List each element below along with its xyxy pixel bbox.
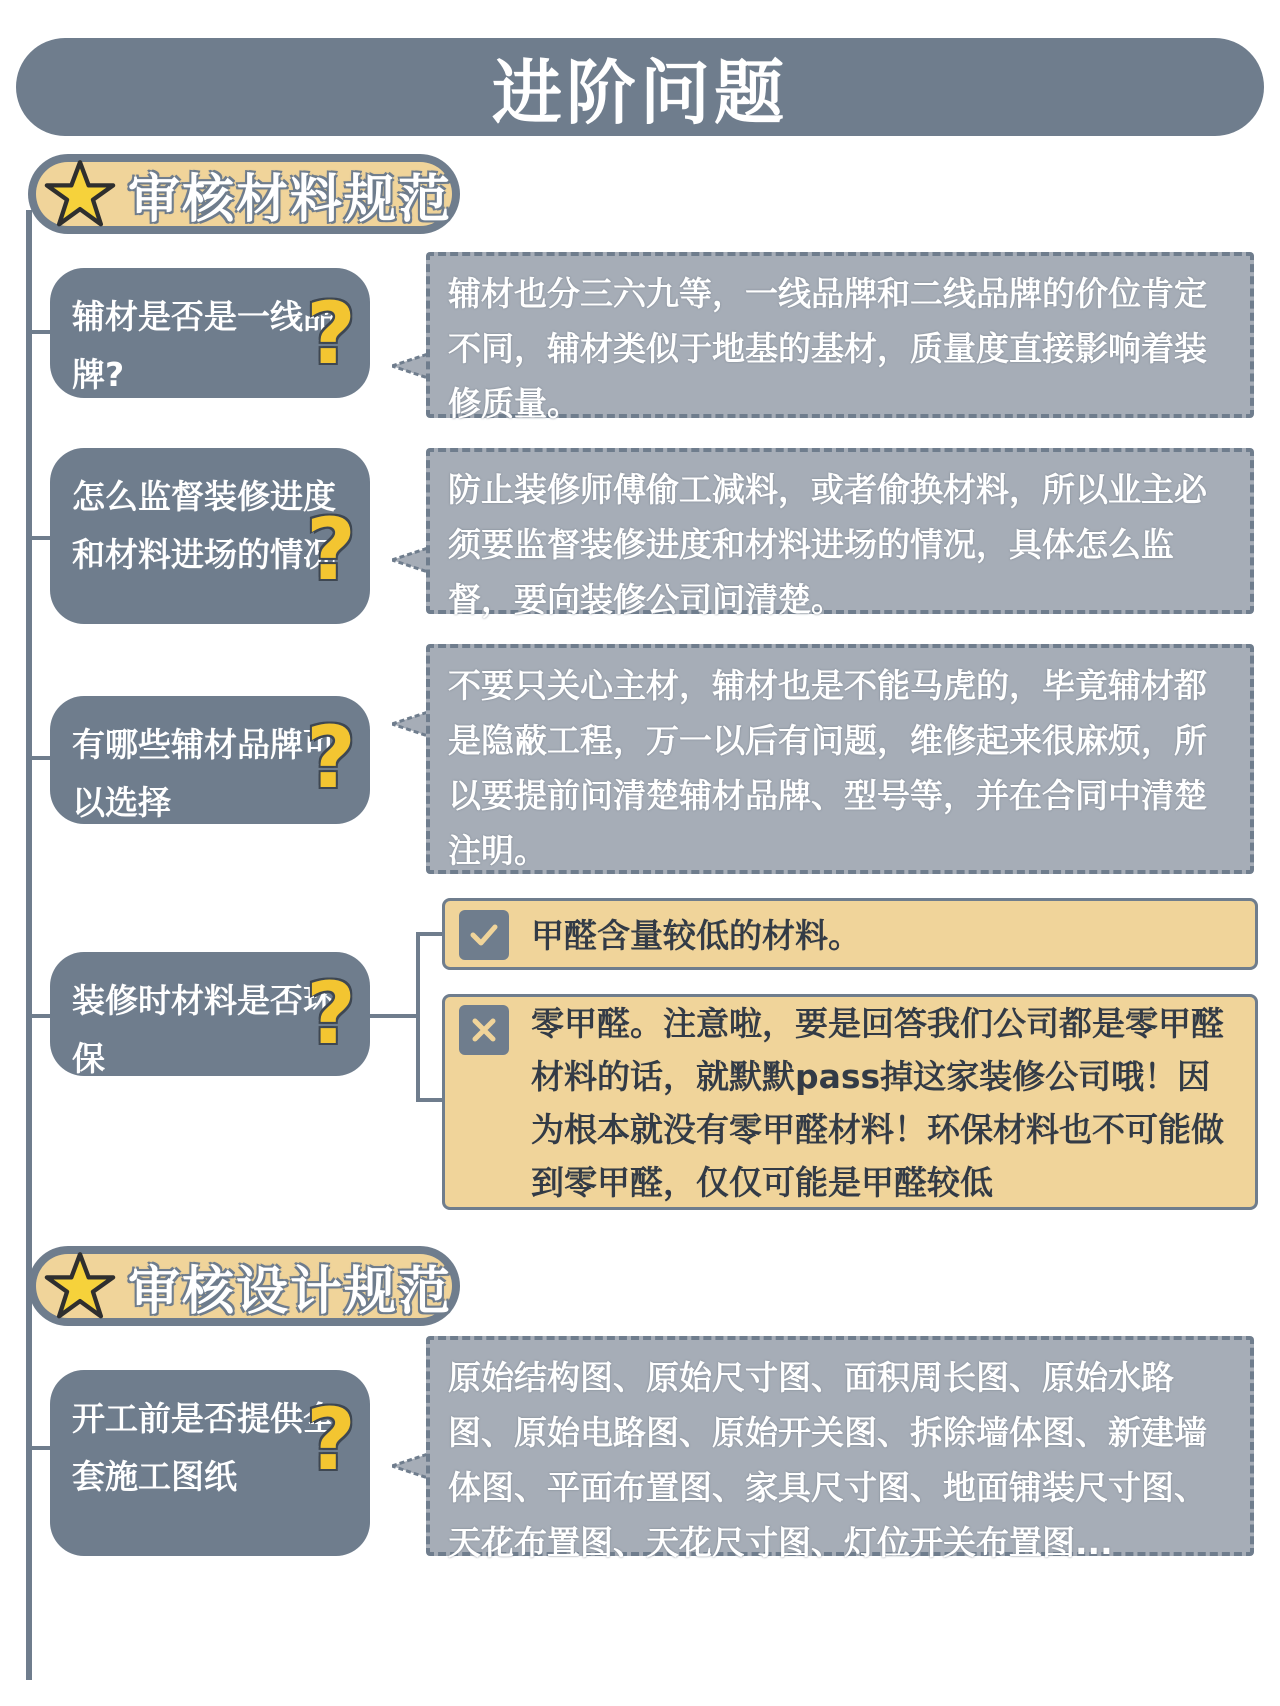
pointer-arrow-icon	[392, 352, 428, 380]
title-bar	[16, 38, 1264, 136]
answer-box-drawings	[426, 1336, 1254, 1562]
branch-line	[28, 1014, 52, 1018]
question-text: 怎么监督装修进度和材料进场的情况	[72, 477, 336, 574]
question-text: 装修时材料是否环保	[72, 981, 336, 1078]
section-header-materials	[28, 154, 460, 234]
star-icon	[44, 1250, 116, 1322]
branch-line	[28, 330, 52, 334]
answer-text: 防止装修师傅偷工减料，或者偷换材料，所以业主必须要监督装修进度和材料进场的情况，具体怎么监督，要向装修公司问清楚。	[448, 470, 1207, 619]
pointer-arrow-icon	[392, 1452, 428, 1480]
star-icon	[44, 158, 116, 230]
pointer-arrow-icon	[392, 546, 428, 574]
section-label: 审核设计规范	[128, 1261, 453, 1322]
check-icon	[459, 910, 509, 960]
question-mark-icon: ?	[306, 964, 356, 1064]
pointer-arrow-icon	[392, 710, 428, 738]
answer-box-supervise	[426, 448, 1254, 619]
question-mark-icon: ?	[306, 708, 356, 808]
answer-text: 不要只关心主材，辅材也是不能马虎的，毕竟辅材都是隐蔽工程，万一以后有问题，维修起来很麻烦，所以要提前问清楚辅材品牌、型号等，并在合同中清楚注明。	[448, 666, 1207, 870]
answer-text: 原始结构图、原始尺寸图、面积周长图、原始水路图、原始电路图、原始开关图、拆除墙体图、新建墙体图、平面布置图、家具尺寸图、地面铺装尺寸图、天花布置图、天花尺寸图、灯位开关布置图...	[448, 1358, 1207, 1562]
option-text: 甲醛含量较低的材料。	[531, 916, 861, 955]
page-title: 进阶问题	[492, 51, 788, 134]
question-box-drawings	[50, 1370, 370, 1556]
question-text: 开工前是否提供全套施工图纸	[72, 1399, 336, 1496]
bracket-line	[416, 932, 444, 936]
option-text: 零甲醛。注意啦，要是回答我们公司都是零甲醛材料的话，就默默pass掉这家装修公司哦！因为根本就没有零甲醛材料！环保材料也不可能做到零甲醛，仅仅可能是甲醛较低	[531, 1004, 1224, 1202]
branch-line	[28, 756, 52, 760]
section-header-design	[28, 1246, 460, 1326]
question-box-eco	[50, 952, 370, 1076]
answer-box-brand	[426, 252, 1254, 423]
question-text: 辅材是否是一线品牌?	[72, 297, 336, 394]
cross-icon	[459, 1005, 509, 1055]
bracket-line	[416, 932, 420, 1100]
option-good	[442, 898, 1258, 970]
bracket-line	[416, 1098, 444, 1102]
answer-text: 辅材也分三六九等，一线品牌和二线品牌的价位肯定不同，辅材类似于地基的基材，质量度直接影响着装修质量。	[448, 274, 1207, 423]
question-mark-icon: ?	[306, 284, 356, 384]
answer-box-brands	[426, 644, 1254, 874]
section-label: 审核材料规范	[128, 169, 453, 230]
bracket-line	[370, 1014, 418, 1018]
question-mark-icon: ?	[306, 500, 356, 600]
section-header-inner	[36, 1254, 453, 1322]
question-box-brand	[50, 268, 370, 398]
branch-line	[28, 1446, 52, 1450]
tree-trunk-line	[26, 210, 32, 1680]
question-box-supervise	[50, 448, 370, 624]
question-box-brands	[50, 696, 370, 824]
option-bad	[442, 994, 1258, 1210]
question-text: 有哪些辅材品牌可以选择	[72, 725, 336, 822]
section-header-inner	[36, 162, 453, 230]
question-mark-icon: ?	[306, 1390, 356, 1490]
branch-line	[28, 536, 52, 540]
